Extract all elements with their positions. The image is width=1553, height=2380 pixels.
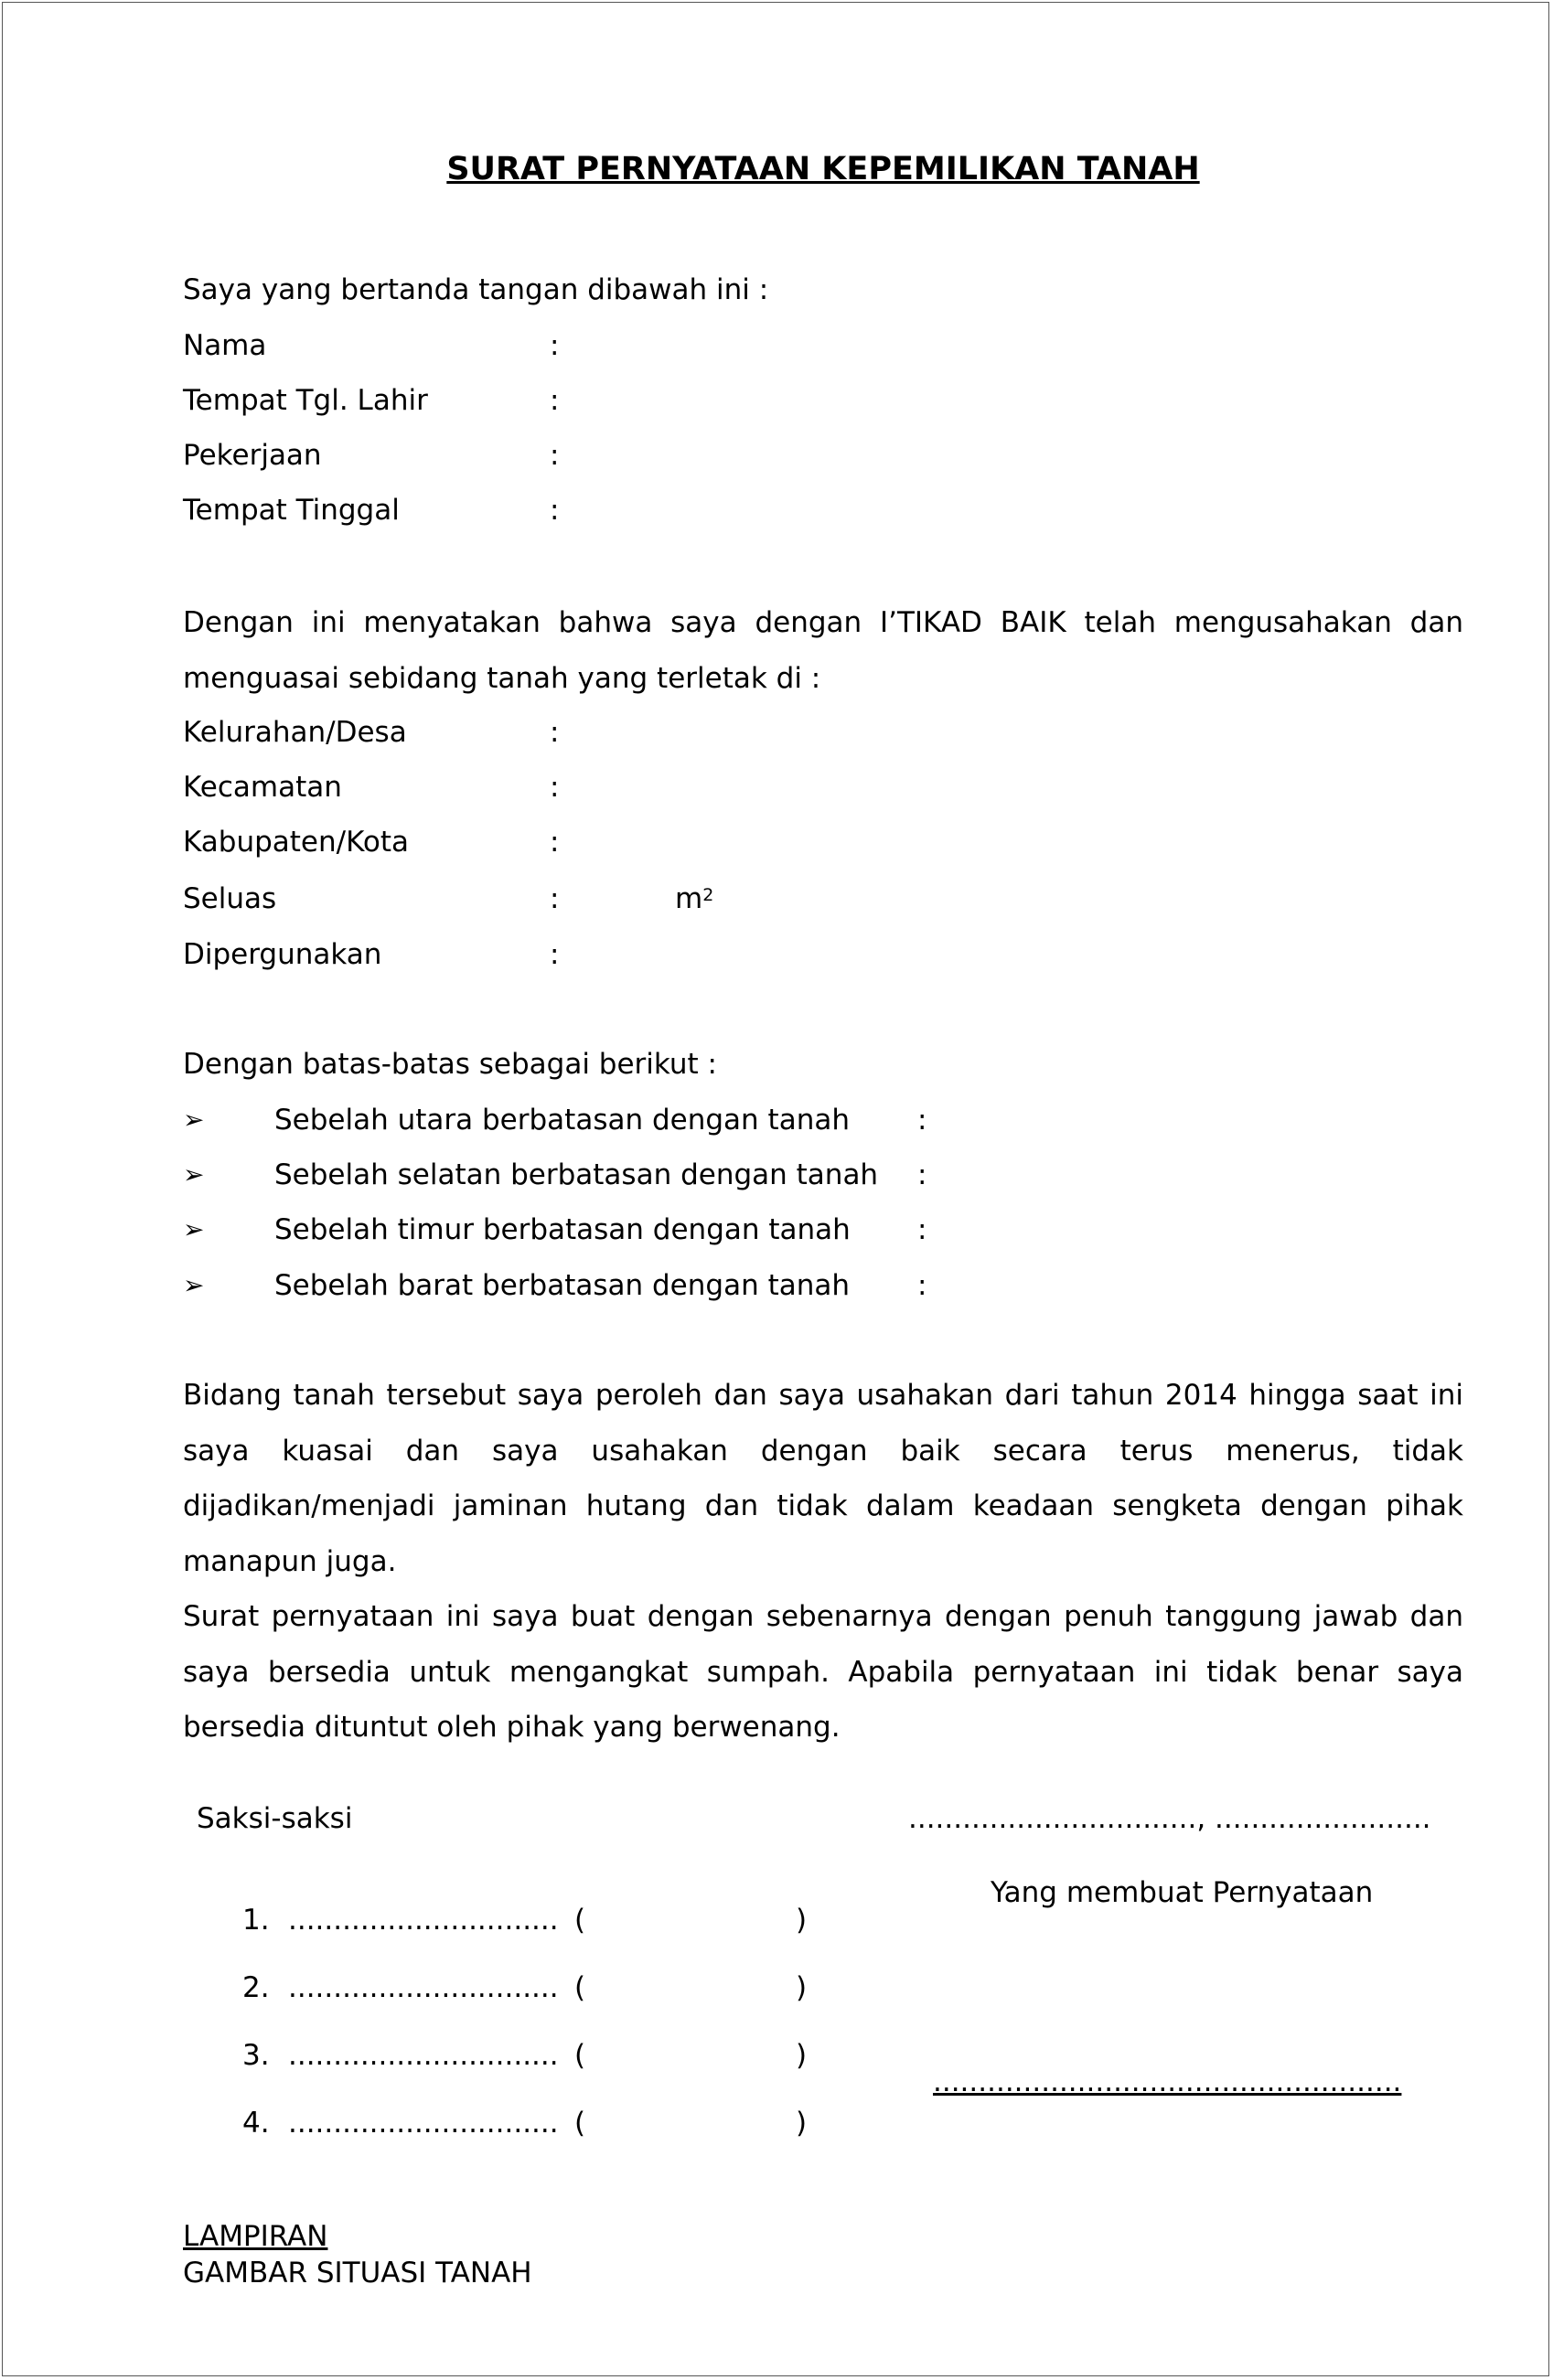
boundary-north: Sebelah utara berbatasan dengan tanah (274, 1104, 850, 1137)
boundary-east: Sebelah timur berbatasan dengan tanah (274, 1213, 851, 1246)
origin-paragraph: Bidang tanah tersebut saya peroleh dan saya usahakan dari tahun 2014 hingga saat ini saya kuasai dan saya usahakan dengan baik secara terus menerus, tidak dijadikan/menjadi jaminan hutang dan tidak dalam keadaan sengketa dengan pihak manapun juga. (183, 1379, 1463, 1578)
signature-line: .................................................... (933, 2065, 1402, 2098)
attachment-item: GAMBAR SITUASI TANAH (183, 2257, 532, 2289)
field-label-seluas: Seluas (183, 882, 277, 915)
area-unit (675, 880, 713, 917)
witness-number: 2. (242, 1971, 270, 2004)
document-title: SURAT PERNYATAAN KEPEMILIKAN TANAH (446, 151, 1200, 187)
witness-paren-open: ( (574, 2039, 586, 2072)
field-colon: : (550, 439, 560, 472)
arrow-bullet-icon: ➢ (183, 1214, 205, 1244)
field-colon: : (917, 1213, 927, 1246)
place-date-line: ................................, ........................ (908, 1802, 1431, 1835)
witness-number: 3. (242, 2039, 270, 2072)
field-colon: : (550, 494, 560, 527)
arrow-bullet-icon: ➢ (183, 1105, 205, 1135)
witness-name-line: .............................. (288, 2107, 559, 2140)
area-unit-exponent: 2 (702, 885, 714, 905)
intro-text: Saya yang bertanda tangan dibawah ini : (183, 273, 769, 306)
field-label-kabupaten-kota: Kabupaten/Kota (183, 826, 410, 859)
field-colon: : (917, 1104, 927, 1137)
field-label-tempat-tinggal: Tempat Tinggal (183, 494, 400, 527)
field-colon: : (917, 1269, 927, 1302)
arrow-bullet-icon: ➢ (183, 1270, 205, 1300)
witness-paren-close: ) (796, 2107, 808, 2140)
statement-paragraph: Dengan ini menyatakan bahwa saya dengan I’TIKAD BAIK telah mengusahakan dan menguasai sebidang tanah yang terletak di : (183, 606, 1463, 695)
field-colon: : (550, 826, 560, 859)
field-label-kelurahan-desa: Kelurahan/Desa (183, 716, 407, 749)
field-label-tempat-tgl-lahir: Tempat Tgl. Lahir (183, 384, 428, 417)
attachment-label: LAMPIRAN (183, 2220, 328, 2253)
field-label-dipergunakan: Dipergunakan (183, 938, 382, 971)
area-unit-base: m (675, 882, 703, 915)
witness-number: 1. (242, 1904, 270, 1937)
field-colon: : (550, 384, 560, 417)
field-colon: : (917, 1158, 927, 1191)
boundaries-intro: Dengan batas-batas sebagai berikut : (183, 1048, 718, 1081)
field-label-pekerjaan: Pekerjaan (183, 439, 322, 472)
witness-paren-open: ( (574, 1971, 586, 2004)
witness-paren-open: ( (574, 1904, 586, 1937)
witness-paren-close: ) (796, 2039, 808, 2072)
boundary-west: Sebelah barat berbatasan dengan tanah (274, 1269, 851, 1302)
field-colon: : (550, 882, 560, 915)
oath-paragraph: Surat pernyataan ini saya buat dengan sebenarnya dengan penuh tanggung jawab dan saya bersedia untuk mengangkat sumpah. Apabila pernyataan ini tidak benar saya bersedia dituntut oleh pihak yang berwenang. (183, 1600, 1463, 1744)
maker-label: Yang membuat Pernyataan (991, 1876, 1374, 1909)
field-colon: : (550, 716, 560, 749)
field-colon: : (550, 771, 560, 804)
field-colon: : (550, 938, 560, 971)
witness-paren-close: ) (796, 1904, 808, 1937)
witness-name-line: .............................. (288, 1971, 559, 2004)
field-colon: : (550, 329, 560, 362)
witness-name-line: .............................. (288, 2039, 559, 2072)
document-page (2, 2, 1549, 2376)
boundary-south: Sebelah selatan berbatasan dengan tanah (274, 1158, 879, 1191)
field-label-nama: Nama (183, 329, 267, 362)
witness-number: 4. (242, 2107, 270, 2140)
witness-name-line: .............................. (288, 1904, 559, 1937)
witnesses-label: Saksi-saksi (197, 1802, 353, 1835)
arrow-bullet-icon: ➢ (183, 1159, 205, 1190)
field-label-kecamatan: Kecamatan (183, 771, 342, 804)
witness-paren-open: ( (574, 2107, 586, 2140)
witness-paren-close: ) (796, 1971, 808, 2004)
